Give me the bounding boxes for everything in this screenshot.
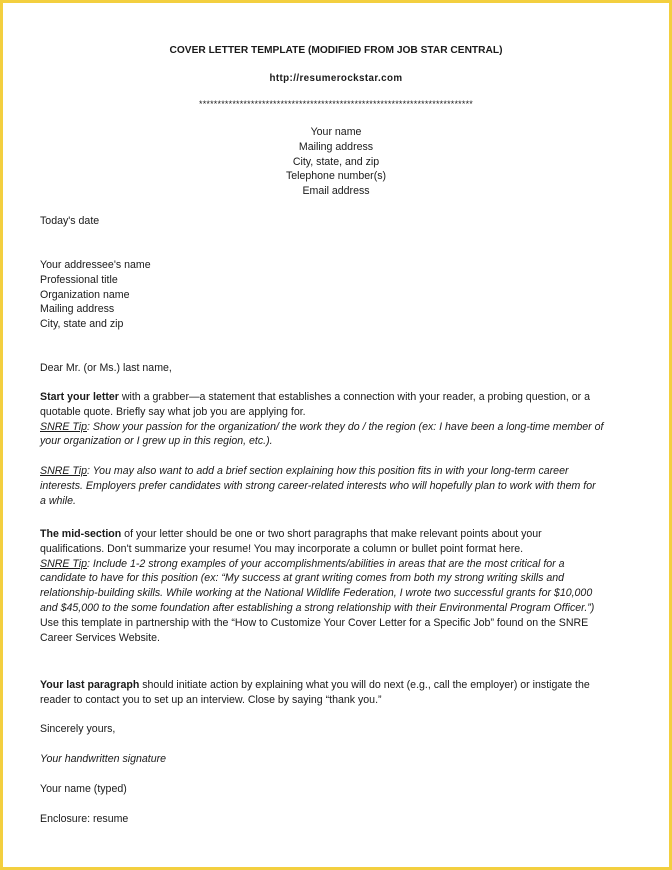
career-tip-paragraph: [40, 464, 640, 508]
opening-tip-line-1: : Show your passion for the organization/ the work they do / the region (ex: I have been a long-time member of: [87, 420, 604, 433]
last-paragraph: [40, 678, 640, 708]
career-tip-label: SNRE Tip: [40, 465, 87, 477]
signature-line: Your handwritten signature: [40, 753, 167, 765]
mid-section-paragraph: [40, 527, 640, 645]
closing: Sincerely yours,: [40, 723, 116, 735]
career-tip-line-2: interests. Employers prefer candidates with strong career-related interests who will hopefully plan to work with them for: [40, 479, 596, 492]
mid-section-line-3: Use this template in partnership with the “How to Customize Your Cover Letter for a Specific Job” found on the SNRE: [40, 616, 589, 629]
letter-date: Today's date: [40, 215, 100, 227]
opening-line-2: quotable quote. Briefly say what job you are applying for.: [40, 405, 306, 418]
opening-line-1: with a grabber—a statement that establishes a connection with your reader, a probing question, or a: [118, 391, 591, 403]
sender-telephone: Telephone number(s): [285, 170, 387, 183]
mid-section-tip-line-3: relationship-building skills. While working at the National Wildlife Federation, I wrote two successful grants for $10,000: [40, 587, 593, 600]
last-paragraph-lead: Your last paragraph: [40, 679, 140, 691]
sender-email: Email address: [302, 185, 370, 198]
mid-section-tip-line-1: : Include 1-2 strong examples of your accomplishments/abilities in areas that are the most critical for a: [87, 557, 565, 570]
mid-section-line-2: qualifications. Don't summarize your resume! You may incorporate a column or bullet point format here.: [40, 542, 524, 555]
addressee-mailing-address: Mailing address: [40, 303, 115, 316]
sender-block: [3, 125, 669, 199]
opening-lead: Start your letter: [40, 391, 119, 403]
last-paragraph-line-2: reader to contact you to set up an interview. Close by saying “thank you.”: [40, 693, 382, 706]
sender-name: Your name: [310, 126, 362, 138]
opening-tip-label: SNRE Tip: [40, 420, 87, 433]
asterisk-divider: **************************************************************************: [199, 99, 473, 109]
salutation: Dear Mr. (or Ms.) last name,: [40, 362, 172, 374]
mid-section-line-1: of your letter should be one or two short paragraphs that make relevant points about your: [121, 528, 542, 540]
document-page: [3, 3, 669, 867]
opening-tip-line-2: your organization or I grew up in this region, etc.).: [40, 435, 273, 448]
document-title: COVER LETTER TEMPLATE (MODIFIED FROM JOB STAR CENTRAL): [169, 45, 503, 56]
opening-paragraph: [40, 390, 640, 449]
addressee-organization: Organization name: [40, 288, 130, 301]
mid-section-tip-label: SNRE Tip: [40, 557, 87, 570]
mid-section-lead: The mid-section: [40, 528, 122, 540]
sender-mailing-address: Mailing address: [298, 140, 374, 153]
career-tip-line-1: : You may also want to add a brief section explaining how this position fits in with your long-term career: [87, 465, 569, 477]
career-tip-line-3: a while.: [40, 494, 76, 507]
sender-city-state-zip: City, state, and zip: [292, 155, 380, 168]
addressee-city-state-zip: City, state and zip: [40, 318, 124, 331]
typed-name: Your name (typed): [40, 783, 127, 795]
mid-section-tip-line-2: candidate to have for this position (ex: “My success at grant writing comes from both my strong writing skills and: [40, 572, 565, 585]
addressee-title: Professional title: [40, 273, 118, 286]
enclosure: Enclosure: resume: [40, 813, 129, 825]
last-paragraph-line-1: should initiate action by explaining what you will do next (e.g., call the employer) or instigate the: [139, 679, 590, 691]
addressee-name: Your addressee's name: [40, 259, 151, 271]
mid-section-tip-line-4: and $45,000 to the some foundation after establishing a strong relationship with their Environmental Program Officer.”): [40, 601, 595, 614]
mid-section-line-4: Career Services Website.: [40, 631, 160, 644]
addressee-block: [40, 258, 640, 332]
website-url: http://resumerockstar.com: [269, 73, 403, 84]
